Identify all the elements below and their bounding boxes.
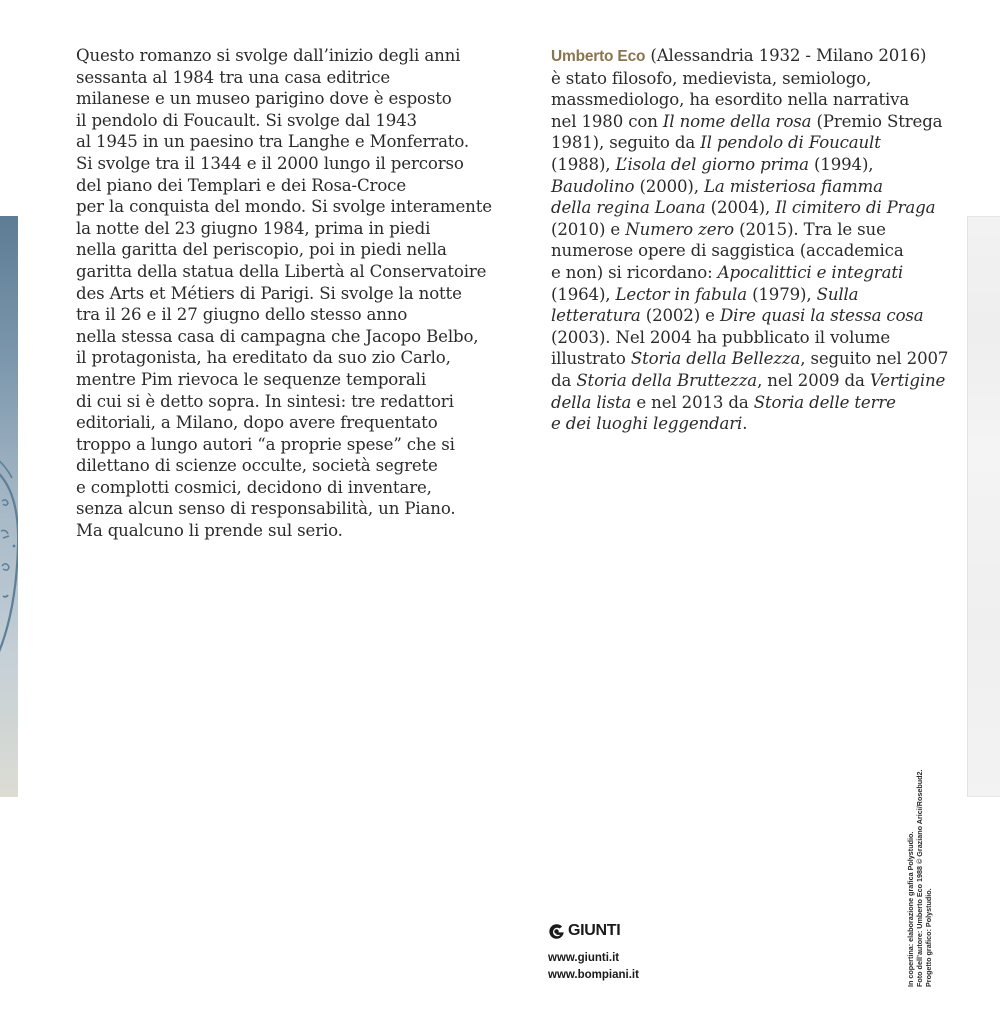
book-title: Il nome della rosa	[662, 111, 812, 131]
bio-text: e nel 2013 da	[631, 392, 754, 412]
synopsis-line: al 1945 in un paesino tra Langhe e Monferrato.	[76, 132, 470, 152]
bio-text: (Alessandria 1932 - Milano 2016)	[645, 46, 927, 65]
bio-line: è stato filosofo, medievista, semiologo,	[551, 68, 872, 88]
credit-line: Foto dell’autore: Umberto Eco 1988 © Graziano Arici/Rosebud2.	[915, 769, 924, 987]
bio-line	[551, 197, 936, 219]
book-title: della lista	[551, 392, 632, 412]
bio-line: (2003). Nel 2004 ha pubblicato il volume	[551, 327, 891, 347]
synopsis-line: il pendolo di Foucault. Si svolge dal 1943	[76, 110, 417, 130]
author-name: Umberto Eco	[551, 48, 646, 65]
bio-text: (2000),	[634, 176, 704, 196]
book-title: L’isola del giorno prima	[615, 154, 809, 174]
book-title: della regina Loana	[551, 198, 706, 218]
bio-text: 1981), seguito da	[551, 133, 701, 153]
synopsis-line: des Arts et Métiers di Parigi. Si svolge la notte	[76, 283, 462, 303]
bio-line	[551, 132, 931, 154]
bio-text: .	[742, 414, 748, 434]
synopsis-line: del piano dei Templari e dei Rosa-Croce	[76, 175, 406, 195]
bio-line	[551, 45, 931, 68]
synopsis-line: nella stessa casa di campagna che Jacopo Belbo,	[76, 326, 479, 346]
bio-text: e non) si ricordano:	[551, 262, 718, 282]
synopsis-line: la notte del 23 giugno 1984, prima in piedi	[76, 218, 431, 238]
book-title: Il cimitero di Praga	[775, 198, 936, 218]
bio-line	[551, 284, 931, 306]
book-title: Apocalittici e integrati	[717, 262, 903, 282]
bio-text: da	[551, 370, 577, 390]
bio-line: numerose opere di saggistica (accademica	[551, 241, 904, 261]
book-title: Vertigine	[869, 370, 946, 390]
synopsis-line: editoriali, a Milano, dopo avere frequentato	[76, 413, 438, 433]
synopsis-line: nella garitta del periscopio, poi in piedi nella	[76, 240, 447, 260]
bio-text: (1988),	[551, 154, 616, 174]
synopsis-line: garitta della statua della Libertà al Conservatoire	[76, 261, 487, 281]
bio-text: (2015). Tra le sue	[734, 219, 886, 239]
synopsis-text	[76, 45, 492, 542]
book-title: letteratura	[551, 306, 641, 326]
bio-text: nel 1980 con	[551, 111, 663, 131]
book-title: Numero zero	[625, 219, 734, 239]
bio-line	[551, 154, 931, 176]
bio-line	[551, 413, 931, 435]
publisher-urls	[548, 950, 639, 984]
book-title: Sulla	[816, 284, 859, 304]
synopsis-line: Ma qualcuno li prende sul serio.	[76, 521, 343, 541]
astrolabe-drawing-icon	[0, 216, 18, 797]
synopsis-line: il protagonista, ha ereditato da suo zio Carlo,	[76, 348, 451, 368]
synopsis-line: milanese e un museo parigino dove è esposto	[76, 89, 452, 109]
bio-text: (2004),	[705, 198, 776, 218]
bio-text: (2002) e	[640, 306, 720, 326]
bio-text: , nel 2009 da	[757, 370, 870, 390]
bio-text: (2010) e	[551, 219, 626, 239]
giunti-g-logo-icon	[548, 923, 565, 940]
publisher-name: GIUNTI	[568, 922, 621, 939]
book-title: e dei luoghi leggendari	[551, 414, 743, 434]
synopsis-line: troppo a lungo autori “a proprie spese” che si	[76, 434, 455, 454]
cover-image-right-edge	[967, 216, 1000, 797]
bio-line	[551, 348, 949, 370]
cover-image-left-edge	[0, 216, 18, 797]
bio-text: (1979),	[746, 284, 817, 304]
book-title: Storia della Bellezza	[630, 349, 801, 369]
bio-line: massmediologo, ha esordito nella narrativa	[551, 90, 910, 110]
book-title: Il pendolo di Foucault	[700, 133, 881, 153]
synopsis-line: Questo romanzo si svolge dall’inizio degli anni	[76, 46, 461, 65]
credits-vertical	[906, 769, 933, 987]
bio-text: (1964),	[551, 284, 616, 304]
url-bompiani[interactable]: www.bompiani.it	[548, 969, 639, 981]
publisher-block	[548, 920, 639, 984]
bio-line	[551, 111, 943, 133]
bio-text: , seguito nel 2007	[800, 349, 949, 369]
url-giunti[interactable]: www.giunti.it	[548, 952, 620, 964]
book-title: Storia della Bruttezza	[576, 370, 758, 390]
book-title: Baudolino	[551, 176, 635, 196]
bio-line	[551, 392, 931, 414]
synopsis-line: Si svolge tra il 1344 e il 2000 lungo il percorso	[76, 153, 464, 173]
bio-line	[551, 219, 931, 241]
synopsis-line: senza alcun senso di responsabilità, un Piano.	[76, 499, 456, 519]
giunti-logo	[548, 920, 639, 942]
synopsis-line: dilettano di scienze occulte, società segrete	[76, 456, 438, 476]
bio-line	[551, 262, 931, 284]
author-bio	[551, 45, 949, 435]
bio-line	[551, 176, 931, 198]
synopsis-line: di cui si è detto sopra. In sintesi: tre redattori	[76, 391, 454, 411]
bio-line	[551, 305, 931, 327]
bio-line	[551, 370, 946, 392]
book-title: Storia delle terre	[753, 392, 896, 412]
book-title: Lector in fabula	[615, 284, 747, 304]
credit-line: Progetto grafico: Polystudio.	[924, 888, 933, 987]
synopsis-line: e complotti cosmici, decidono di inventare,	[76, 477, 432, 497]
synopsis-line: sessanta al 1984 tra una casa editrice	[76, 67, 391, 87]
bio-text: (Premio Strega	[811, 111, 943, 131]
synopsis-line: mentre Pim rievoca le sequenze temporali	[76, 369, 426, 389]
synopsis-line: tra il 26 e il 27 giugno dello stesso anno	[76, 305, 408, 325]
book-title: La misteriosa fiamma	[704, 176, 883, 196]
credit-line: In copertina: elaborazione grafica Polystudio.	[906, 831, 915, 987]
bio-text: (1994),	[808, 154, 874, 174]
book-title: Dire quasi la stessa cosa	[719, 306, 924, 326]
synopsis-line: per la conquista del mondo. Si svolge interamente	[76, 197, 492, 217]
bio-text: illustrato	[551, 349, 631, 369]
